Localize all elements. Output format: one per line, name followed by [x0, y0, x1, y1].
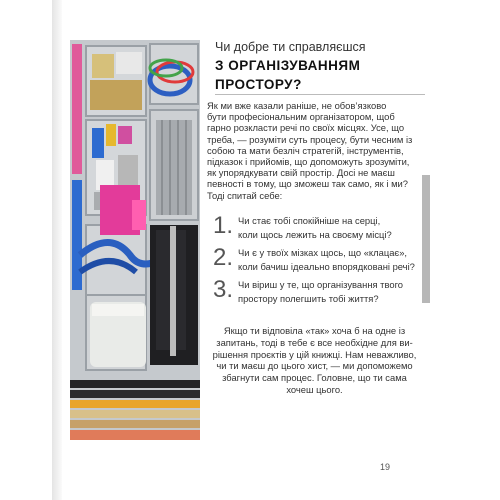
- page-number: 19: [380, 462, 391, 472]
- outro-paragraph: [207, 325, 422, 396]
- intro-line: Тоді спитай себе:: [207, 189, 283, 201]
- drawer-organizer-photo: [70, 40, 200, 440]
- outro-line: Якщо ти відповіла «так» хоча б на одне із: [223, 325, 406, 336]
- intro-line: Як ми вже казали раніше, не обов’язково: [207, 100, 387, 111]
- section-heading: [215, 38, 445, 94]
- intro-paragraph: [207, 100, 417, 201]
- question-number: 2.: [213, 244, 234, 271]
- heading-divider: [215, 94, 425, 95]
- outro-line: збагнути сам процес. Головне, що ти сама: [222, 372, 407, 384]
- intro-line: бути професіональним організатором, щоб: [207, 111, 395, 123]
- question-text: [238, 246, 415, 273]
- question-number: 3.: [213, 276, 234, 303]
- intro-line: певності в тому, що зможеш так само, як і ми?: [207, 178, 408, 190]
- intro-line: собою та мати безліч стратегій, інструментів,: [207, 144, 404, 156]
- chapter-tab-marker: [422, 175, 430, 303]
- intro-line: підказок і прийомів, що допоможуть зрозуміти,: [207, 156, 410, 168]
- question-number: 1.: [213, 212, 234, 239]
- question-text: [238, 278, 403, 305]
- drawer-organizer-illustration: [70, 40, 200, 440]
- question-line: простору полегшить тобі життя?: [238, 292, 379, 304]
- intro-line: як упорядкувати свій простір. Досі не маєш: [207, 167, 395, 179]
- question-line: Чи стає тобі спокійніше на серці,: [238, 215, 381, 226]
- outro-line: хочеш цього.: [286, 383, 343, 395]
- heading-line-2: З ОРГАНІЗУВАННЯМ: [215, 58, 361, 73]
- heading-line-1: Чи добре ти справляєшся: [215, 40, 366, 54]
- intro-line: гарно розкласти речі по своїх місцях. Усе, що: [207, 122, 405, 134]
- question-line: Чи віриш у те, що організування твого: [238, 279, 403, 290]
- heading-line-3: ПРОСТОРУ?: [215, 77, 302, 92]
- intro-line: треба, — розуміти суть процесу, бути чесним із: [207, 133, 413, 145]
- outro-line: чи ти маєш до цього хист, — ми допоможемо: [216, 360, 413, 372]
- question-line: коли бачиш ідеально впорядковані речі?: [238, 260, 415, 272]
- outro-line: запитань, тоді в тебе є все необхідне для ви-: [216, 336, 413, 348]
- question-line: коли щось лежить на своєму місці?: [238, 228, 392, 240]
- question-line: Чи є у твоїх мізках щось, що «клацає»,: [238, 247, 408, 258]
- outro-line: рішення проєктів у цій книжці. Нам неважливо,: [212, 348, 417, 360]
- question-text: [238, 214, 392, 241]
